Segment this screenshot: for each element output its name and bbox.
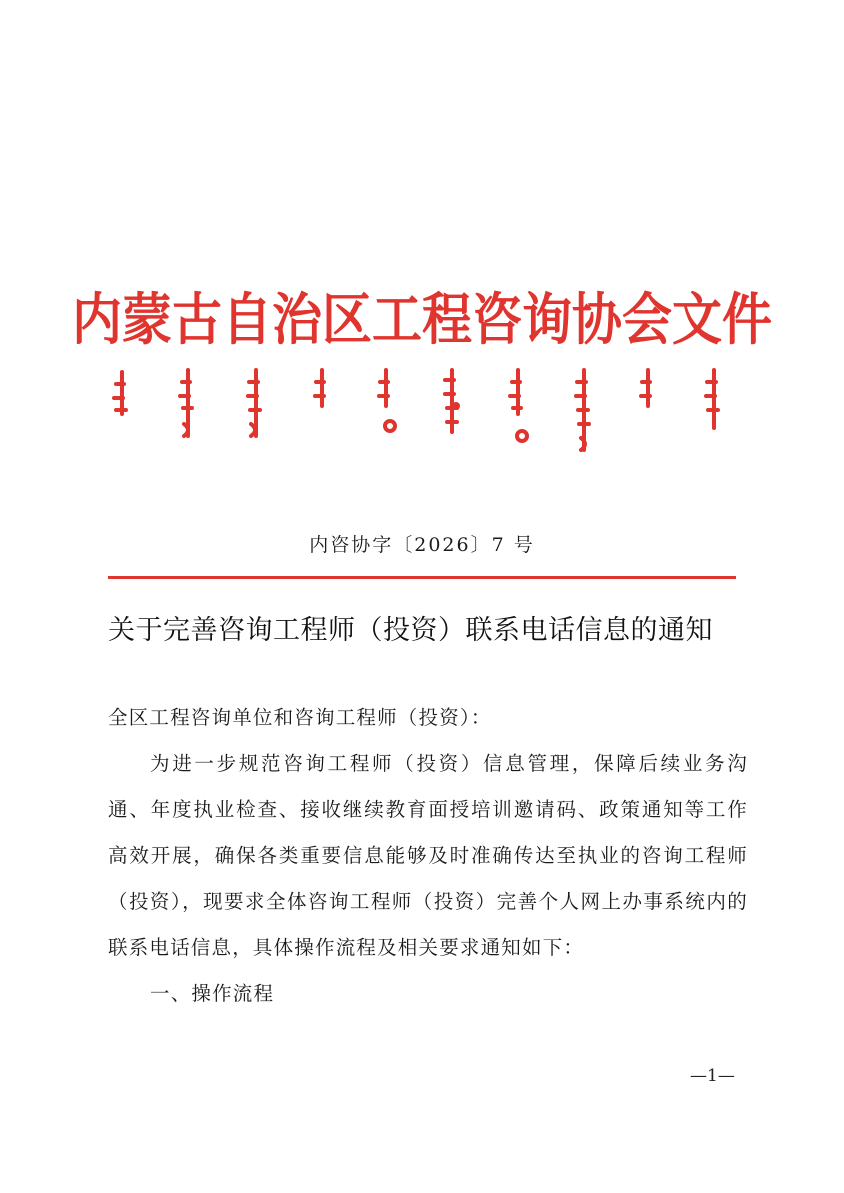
document-body: [108, 695, 748, 1017]
document-number: 内咨协字〔2026〕7 号: [309, 534, 535, 556]
document-title: 关于完善咨询工程师（投资）联系电话信息的通知: [108, 615, 713, 646]
mongolian-script-title: [108, 362, 748, 472]
page-number: —1—: [690, 1066, 735, 1086]
org-masthead-title: 内蒙古自治区工程咨询协会文件: [72, 286, 772, 353]
section-heading: 一、操作流程: [150, 982, 275, 1005]
body-paragraph: 为进一步规范咨询工程师（投资）信息管理，保障后续业务沟通、年度执业检查、接收继续教育面授培训邀请码、政策通知等工作高效开展，确保各类重要信息能够及时准确传达至执业的咨询工程师（投资），现要求全体咨询工程师（投资）完善个人网上办事系统内的联系电话信息，具体操作流程及相关要求通知如下：: [108, 752, 748, 959]
red-divider-line: [108, 576, 736, 579]
salutation: 全区工程咨询单位和咨询工程师（投资）：: [108, 706, 492, 729]
